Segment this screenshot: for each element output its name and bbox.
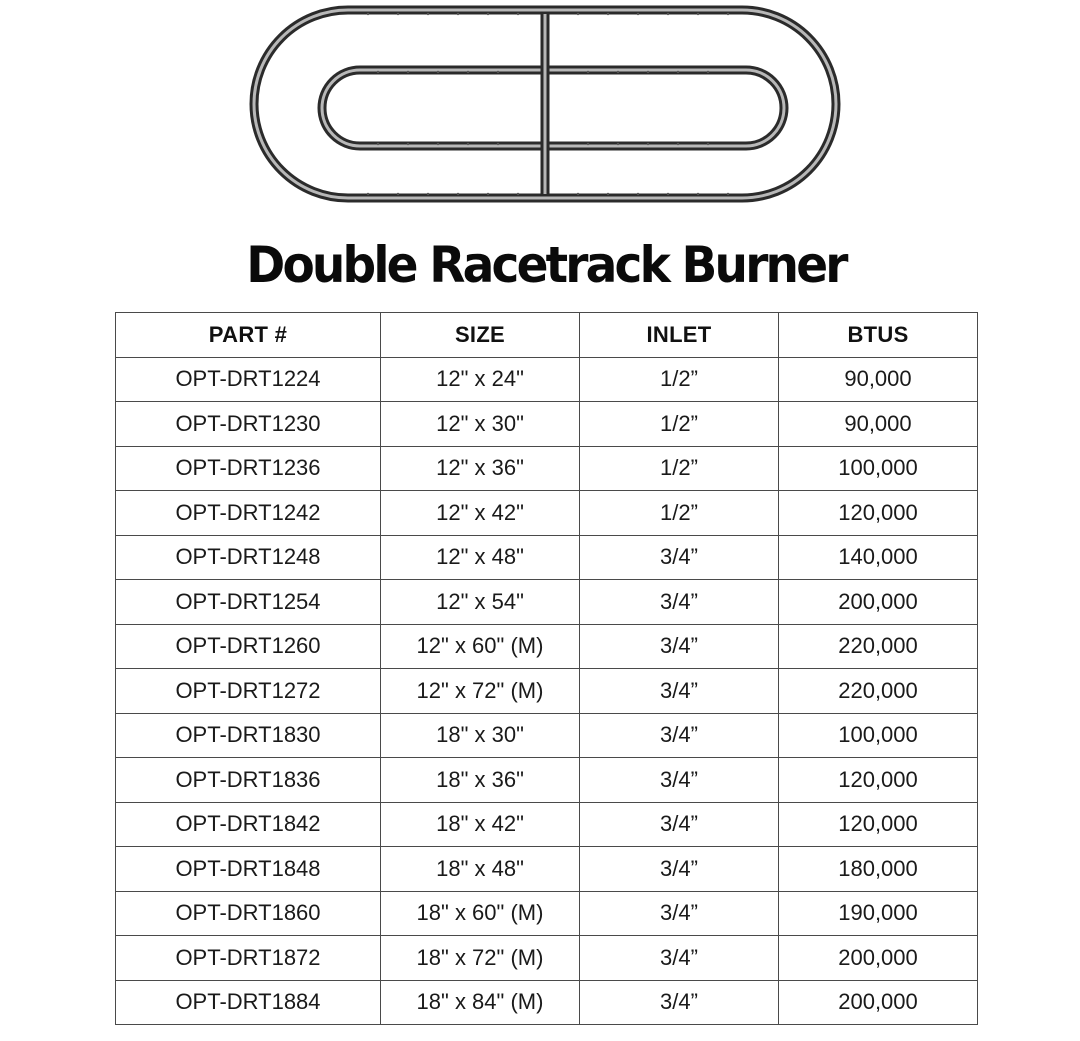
cell-inlet: 3/4” (580, 758, 779, 803)
table-row (116, 713, 978, 758)
cell-part-number: OPT-DRT1254 (116, 580, 381, 625)
cell-inlet: 3/4” (580, 936, 779, 981)
cell-part-number: OPT-DRT1230 (116, 402, 381, 447)
cell-inlet: 3/4” (580, 535, 779, 580)
cell-size: 12" x 42" (381, 491, 580, 536)
table-row (116, 402, 978, 447)
cell-inlet: 3/4” (580, 980, 779, 1025)
table-row (116, 891, 978, 936)
cell-inlet: 1/2” (580, 402, 779, 447)
cell-inlet: 1/2” (580, 491, 779, 536)
cell-inlet: 3/4” (580, 713, 779, 758)
cell-btus: 90,000 (779, 402, 978, 447)
cell-size: 18" x 72" (M) (381, 936, 580, 981)
cell-btus: 90,000 (779, 357, 978, 402)
cell-size: 18" x 84" (M) (381, 980, 580, 1025)
table-row (116, 491, 978, 536)
table-row (116, 535, 978, 580)
page-title: Double Racetrack Burner (246, 236, 846, 294)
cell-part-number: OPT-DRT1884 (116, 980, 381, 1025)
cell-inlet: 3/4” (580, 847, 779, 892)
cell-part-number: OPT-DRT1260 (116, 624, 381, 669)
cell-part-number: OPT-DRT1848 (116, 847, 381, 892)
cell-size: 12" x 48" (381, 535, 580, 580)
table-row (116, 624, 978, 669)
cell-size: 18" x 36" (381, 758, 580, 803)
cell-btus: 190,000 (779, 891, 978, 936)
table-row (116, 446, 978, 491)
cell-size: 12" x 60" (M) (381, 624, 580, 669)
table-row (116, 357, 978, 402)
table-row (116, 669, 978, 714)
cell-btus: 220,000 (779, 669, 978, 714)
cell-size: 18" x 42" (381, 802, 580, 847)
cell-part-number: OPT-DRT1860 (116, 891, 381, 936)
cell-btus: 100,000 (779, 713, 978, 758)
cell-btus: 220,000 (779, 624, 978, 669)
cell-btus: 200,000 (779, 980, 978, 1025)
cell-size: 18" x 48" (381, 847, 580, 892)
cell-btus: 100,000 (779, 446, 978, 491)
cell-size: 18" x 30" (381, 713, 580, 758)
cell-btus: 200,000 (779, 580, 978, 625)
cell-inlet: 3/4” (580, 624, 779, 669)
table-row (116, 847, 978, 892)
cell-size: 12" x 36" (381, 446, 580, 491)
cell-part-number: OPT-DRT1248 (116, 535, 381, 580)
cell-part-number: OPT-DRT1836 (116, 758, 381, 803)
cell-btus: 140,000 (779, 535, 978, 580)
table-row (116, 580, 978, 625)
cell-part-number: OPT-DRT1242 (116, 491, 381, 536)
cell-part-number: OPT-DRT1236 (116, 446, 381, 491)
cell-inlet: 3/4” (580, 669, 779, 714)
cell-part-number: OPT-DRT1272 (116, 669, 381, 714)
cell-btus: 120,000 (779, 802, 978, 847)
header-btus: BTUS (779, 313, 978, 358)
table-row (116, 980, 978, 1025)
cell-btus: 120,000 (779, 491, 978, 536)
header-size: SIZE (381, 313, 580, 358)
cell-inlet: 3/4” (580, 891, 779, 936)
header-part-number: PART # (116, 313, 381, 358)
cell-inlet: 1/2” (580, 357, 779, 402)
burner-spec-table (115, 312, 978, 1025)
cell-size: 12" x 24" (381, 357, 580, 402)
header-inlet: INLET (580, 313, 779, 358)
cell-part-number: OPT-DRT1842 (116, 802, 381, 847)
cell-inlet: 3/4” (580, 580, 779, 625)
table-header-row (116, 313, 978, 358)
cell-btus: 180,000 (779, 847, 978, 892)
table-row (116, 758, 978, 803)
burner-illustration-icon (248, 4, 842, 204)
cell-size: 12" x 54" (381, 580, 580, 625)
cell-btus: 200,000 (779, 936, 978, 981)
cell-part-number: OPT-DRT1224 (116, 357, 381, 402)
cell-size: 18" x 60" (M) (381, 891, 580, 936)
cell-btus: 120,000 (779, 758, 978, 803)
cell-inlet: 3/4” (580, 802, 779, 847)
cell-part-number: OPT-DRT1830 (116, 713, 381, 758)
cell-size: 12" x 72" (M) (381, 669, 580, 714)
cell-part-number: OPT-DRT1872 (116, 936, 381, 981)
cell-size: 12" x 30" (381, 402, 580, 447)
table-row (116, 802, 978, 847)
cell-inlet: 1/2” (580, 446, 779, 491)
table-row (116, 936, 978, 981)
